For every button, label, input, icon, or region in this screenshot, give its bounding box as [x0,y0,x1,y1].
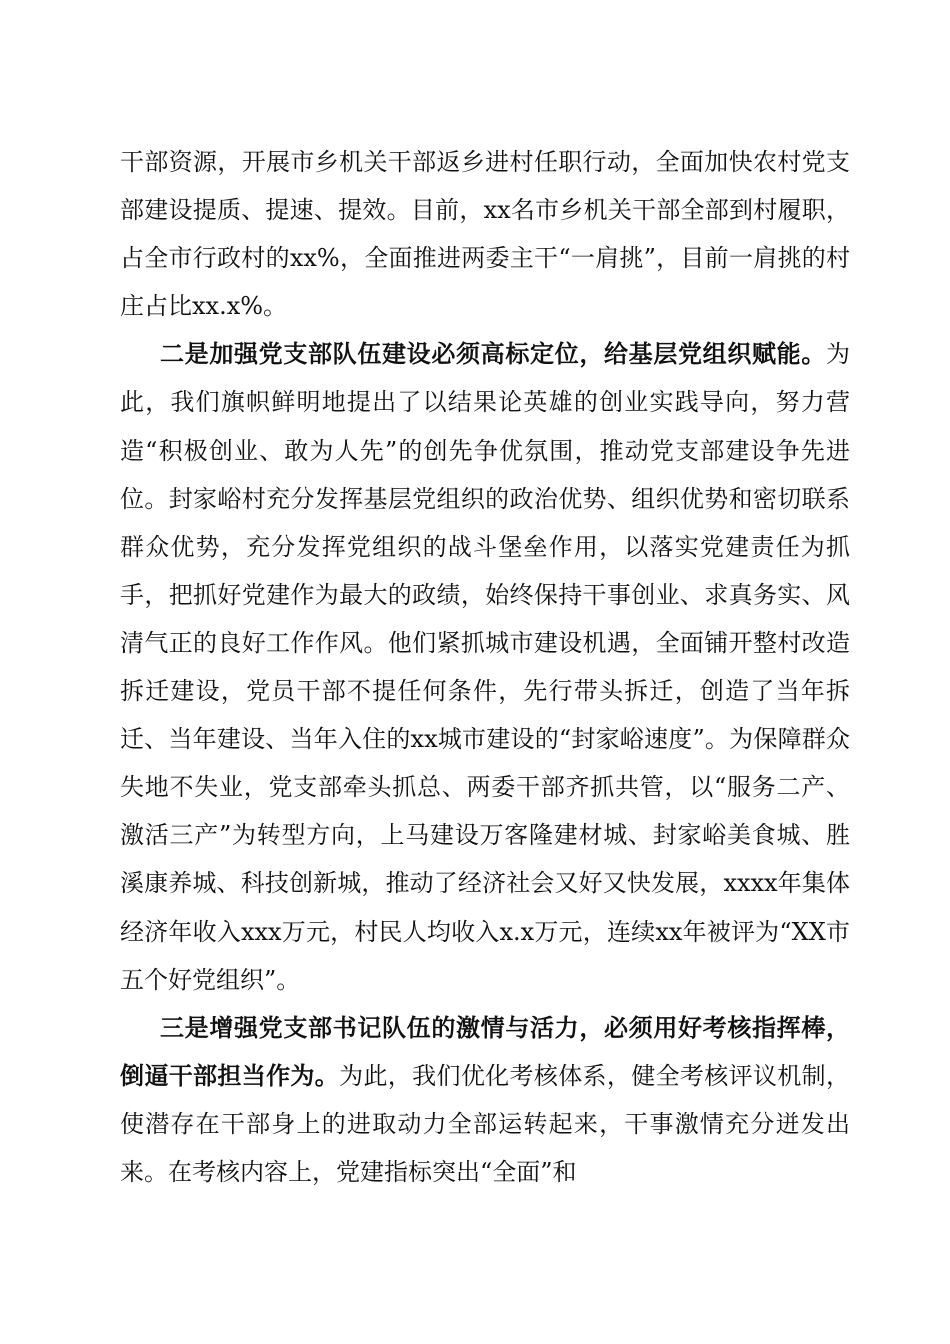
paragraph-heading: 二是加强党支部队伍建设必须高标定位，给基层党组织赋能。 [160,339,826,369]
paragraph-point-three [120,1004,850,1196]
document-body [120,138,850,1196]
paragraph-continuation [120,138,850,330]
paragraph-text: 为此，我们旗帜鲜明地提出了以结果论英雄的创业实践导向，努力营造“积极创业、敢为人先”的创先争优氛围，推动党支部建设争先进位。封家峪村充分发挥基层党组织的政治优势、组织优势和密切联系群众优势，充分发挥党组织的战斗堡垒作用，以落实党建责任为抓手，把抓好党建作为最大的政绩，始终保持干事创业、求真务实、风清气正的良好工作作风。他们紧抓城市建设机遇，全面铺开整村改造拆迁建设，党员干部不提任何条件，先行带头拆迁，创造了当年拆迁、当年建设、当年入住的xx城市建设的“封家峪速度”。为保障群众失地不失业，党支部牵头抓总、两委干部齐抓共管，以“服务二产、激活三产”为转型方向，上马建设万客隆建材城、封家峪美食城、胜溪康养城、科技创新城，推动了经济社会又好又快发展，xxxx年集体经济年收入xxx万元，村民人均收入x.x万元，连续xx年被评为“XX市五个好党组织”。 [120,340,850,994]
paragraph-text: 干部资源，开展市乡机关干部返乡进村任职行动，全面加快农村党支部建设提质、提速、提效。目前，xx名市乡机关干部全部到村履职，占全市行政村的xx%，全面推进两委主干“一肩挑”，目前一肩挑的村庄占比xx.x%。 [120,148,850,321]
paragraph-text: 为此，我们优化考核体系，健全考核评议机制，使潜存在干部身上的进取动力全部运转起来，干事激情充分迸发出来。在考核内容上，党建指标突出“全面”和 [120,1061,851,1186]
paragraph-point-two [120,330,850,1003]
paragraph-heading: 三是增强党支部书记队伍的激情与活力，必须用好考核指挥棒，倒逼干部担当作为。 [120,1012,850,1090]
